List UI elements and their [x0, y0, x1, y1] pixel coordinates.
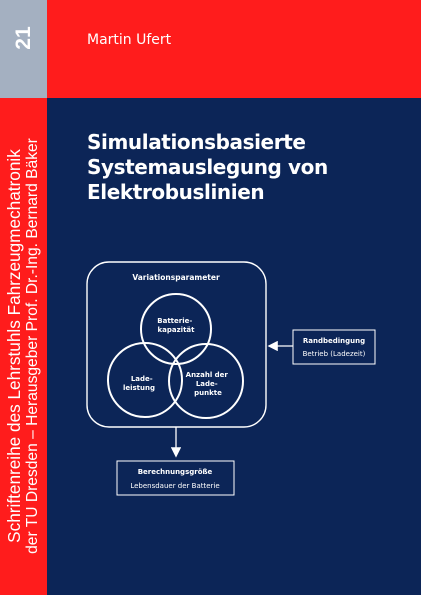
circle-battery-capacity-label: [157, 317, 195, 334]
series-title-line-2: der TU Dresden – Herausgeber Prof. Dr.-Ing. Bernard Bäker: [23, 138, 41, 554]
circle-charging-points-label: [186, 371, 231, 397]
book-title-line-1: Simulationsbasierte: [87, 130, 306, 154]
book-title-line-3: Elektrobuslinien: [87, 180, 265, 204]
circle-charging-points-line-1: Anzahl der: [185, 371, 228, 379]
boundary-title: Randbedingung: [302, 337, 366, 345]
circle-charging-points-line-3: punkte: [194, 389, 222, 397]
circle-charging-power-line-1: Lade-: [130, 375, 153, 383]
boundary-subtitle: Betrieb (Ladezeit): [302, 350, 366, 358]
result-title: Berechnungsgröße: [137, 468, 213, 476]
variation-label: Variationsparameter: [132, 273, 220, 282]
series-title-line-1: Schriftenreihe des Lehrstuhls Fahrzeugmechatronik: [3, 149, 24, 543]
book-title-line-2: Systemauslegung von: [87, 155, 328, 179]
boundary-box: [293, 330, 375, 364]
circle-battery-capacity-line-2: kapazität: [157, 326, 195, 334]
circle-charging-power-label: [123, 375, 155, 392]
result-subtitle: Lebensdauer der Batterie: [130, 482, 220, 490]
series-number: 21: [12, 26, 35, 50]
author-name: Martin Ufert: [87, 32, 172, 48]
circle-battery-capacity-line-1: Batterie-: [157, 317, 193, 325]
circle-charging-points-line-2: Lade-: [195, 380, 218, 388]
circle-charging-power-line-2: leistung: [122, 384, 156, 392]
